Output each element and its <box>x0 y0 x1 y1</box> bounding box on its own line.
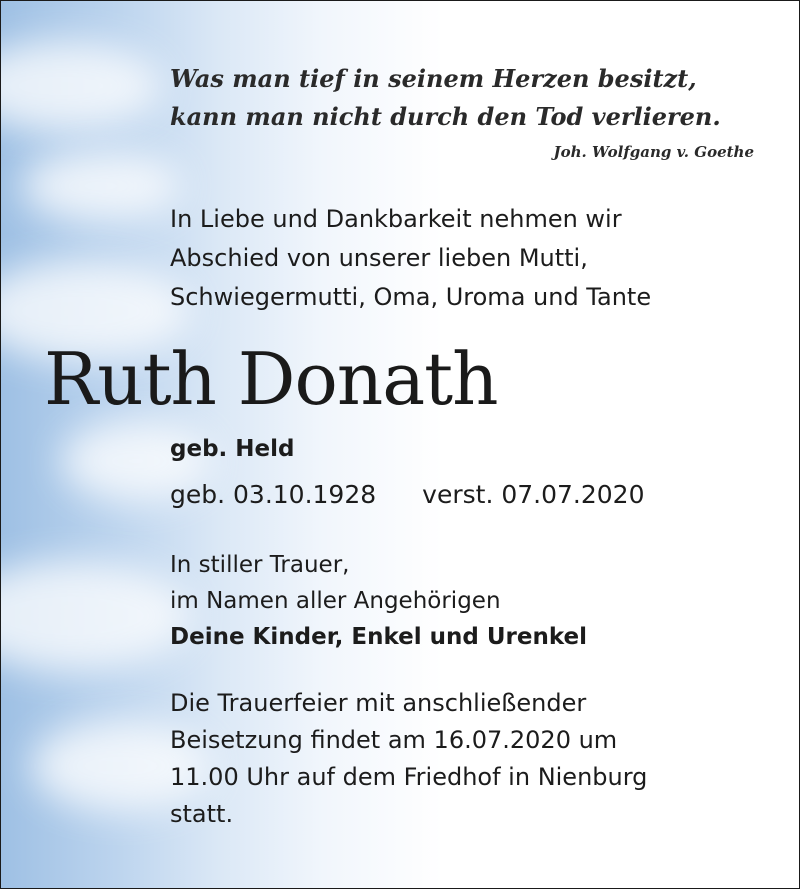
mourners-line: im Namen aller Angehörigen <box>170 588 501 614</box>
funeral-line: Die Trauerfeier mit anschließender <box>170 689 587 717</box>
quote-line: kann man nicht durch den Tod verlieren. <box>170 102 721 131</box>
quote-author: Joh. Wolfgang v. Goethe <box>553 143 754 161</box>
life-dates <box>170 480 770 509</box>
funeral-info <box>170 685 780 833</box>
farewell-line: In Liebe und Dankbarkeit nehmen wir <box>170 205 622 233</box>
mourners-block <box>170 547 770 655</box>
death-date: verst. 07.07.2020 <box>422 480 645 509</box>
mourners-line: In stiller Trauer, <box>170 552 350 578</box>
goethe-quote <box>170 60 770 136</box>
quote-line: Was man tief in seinem Herzen besitzt, <box>170 64 697 93</box>
family-signature: Deine Kinder, Enkel und Urenkel <box>170 624 588 650</box>
funeral-line: 11.00 Uhr auf dem Friedhof in Nienburg <box>170 763 648 791</box>
birth-date: geb. 03.10.1928 <box>170 480 377 509</box>
farewell-text <box>170 200 790 317</box>
farewell-line: Abschied von unserer lieben Mutti, <box>170 244 588 272</box>
funeral-line: Beisetzung findet am 16.07.2020 um <box>170 726 618 754</box>
deceased-name: Ruth Donath <box>44 337 498 421</box>
maiden-name: geb. Held <box>170 436 295 462</box>
funeral-line: statt. <box>170 800 234 828</box>
farewell-line: Schwiegermutti, Oma, Uroma und Tante <box>170 283 652 311</box>
